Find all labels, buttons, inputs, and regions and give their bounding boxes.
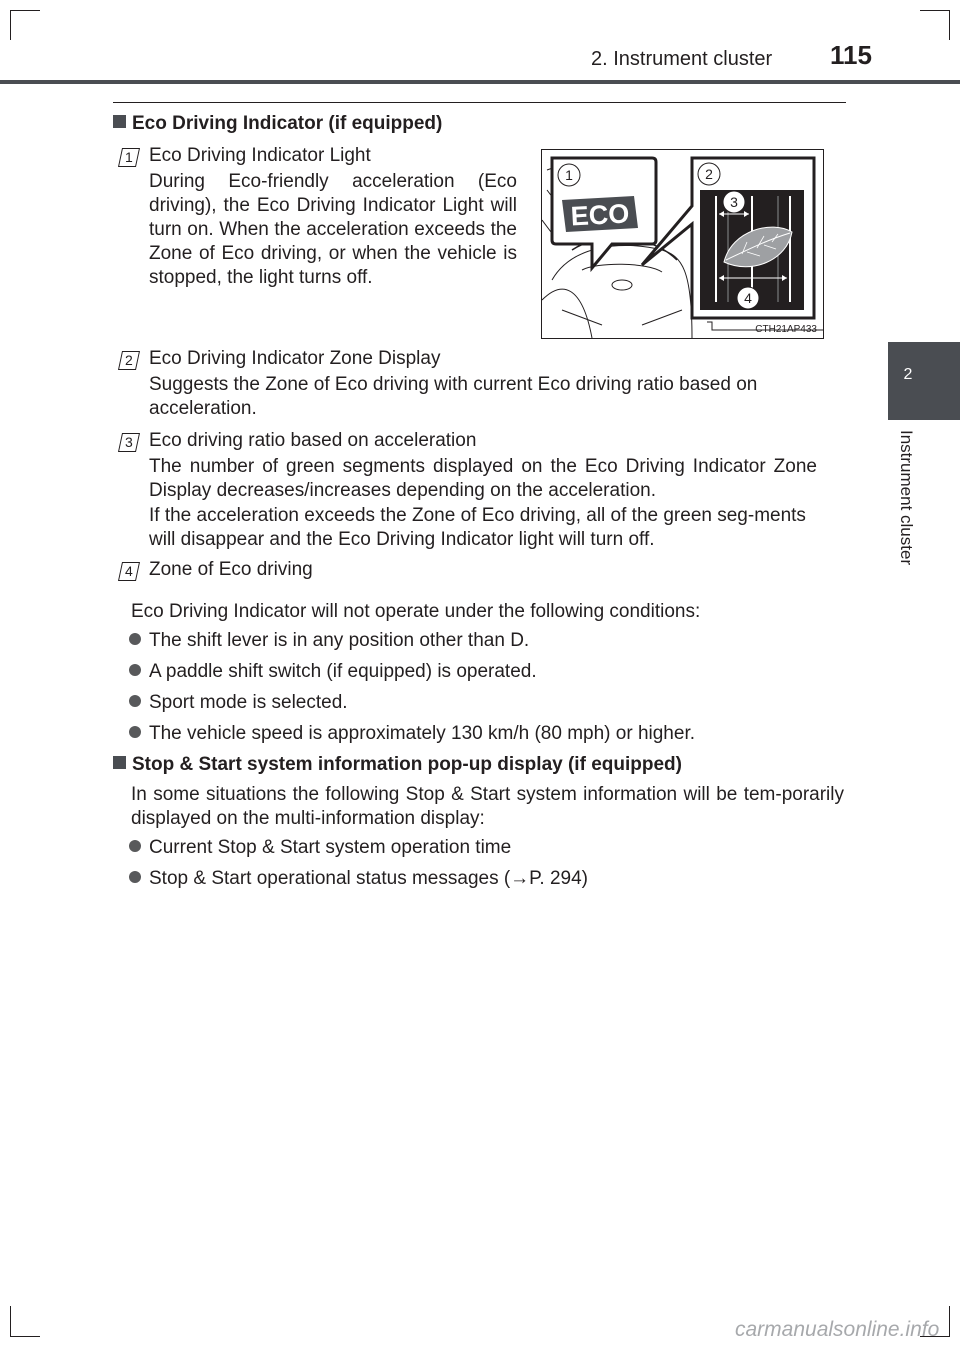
bullet-icon [129, 633, 141, 645]
heading-text: Stop & Start system information pop-up display (if equipped) [132, 754, 682, 775]
eco-label: ECO [570, 198, 631, 232]
stop-start-list-item: Stop & Start operational status messages (→P. 294) [129, 868, 588, 890]
eco-indicator-figure [541, 149, 824, 339]
header-section-title: 2. Instrument cluster [591, 48, 773, 70]
crop-mark [10, 1306, 11, 1336]
heading-square-icon [113, 115, 126, 128]
item-number-badge: 1 [118, 148, 140, 167]
crop-mark [920, 10, 950, 11]
section-heading-eco [113, 113, 442, 135]
bullet-icon [129, 840, 141, 852]
eco-indicator-illustration [542, 150, 823, 338]
figure-code: CTH21AP433 [755, 324, 817, 335]
figure-callout-2: 2 [705, 166, 713, 182]
chapter-tab-title: Instrument cluster [897, 430, 916, 566]
item-title: Eco Driving Indicator Zone Display [149, 348, 441, 369]
item-title: Eco driving ratio based on acceleration [149, 430, 477, 451]
crop-mark [949, 1306, 950, 1336]
section-heading-stop-start [113, 754, 682, 776]
item-number-badge: 4 [118, 562, 140, 581]
crop-mark [949, 10, 950, 40]
chapter-tab-number: 2 [903, 366, 913, 383]
condition-list-item: The vehicle speed is approximately 130 km/h (80 mph) or higher. [129, 723, 695, 745]
item-body: During Eco-friendly acceleration (Eco driving), the Eco Driving Indicator Light will turn on. When the acceleration exceeds the Zone of Eco driving, or when the vehicle is stopped, the light turns off. [149, 171, 517, 288]
item-body: Suggests the Zone of Eco driving with current Eco driving ratio based on acceleration. [149, 374, 758, 419]
item-body: If the acceleration exceeds the Zone of Eco driving, all of the green seg-ments will disappear and the Eco Driving Indicator light will turn off. [149, 505, 806, 550]
item-title: Eco Driving Indicator Light [149, 145, 371, 166]
crop-mark [10, 10, 40, 11]
figure-callout-1: 1 [565, 167, 573, 183]
item-title: Zone of Eco driving [149, 559, 313, 580]
item-number-badge: 3 [118, 433, 140, 452]
bullet-icon [129, 726, 141, 738]
condition-list-item: The shift lever is in any position other than D. [129, 630, 529, 652]
item-number-badge: 2 [118, 351, 140, 370]
stop-start-list-item: Current Stop & Start system operation time [129, 837, 511, 859]
bullet-icon [129, 664, 141, 676]
header-rule [0, 80, 960, 84]
crop-mark [10, 10, 11, 40]
condition-list-item: Sport mode is selected. [129, 692, 348, 714]
heading-text: Eco Driving Indicator (if equipped) [132, 113, 443, 134]
item-body: The number of green segments displayed on the Eco Driving Indicator Zone Display decreases/increases depending on the acceleration. [149, 456, 817, 501]
figure-callout-3: 3 [730, 194, 738, 210]
page-number: 115 [830, 40, 872, 70]
chapter-tab [888, 342, 960, 420]
watermark: carmanualsonline.info [735, 1318, 940, 1341]
bullet-icon [129, 695, 141, 707]
section-rule [113, 102, 846, 103]
heading-square-icon [113, 756, 126, 769]
conditions-intro: Eco Driving Indicator will not operate under the following conditions: [131, 601, 701, 622]
figure-callout-4: 4 [744, 290, 752, 306]
crop-mark [10, 1336, 40, 1337]
bullet-icon [129, 871, 141, 883]
stop-start-intro: In some situations the following Stop & Start system information will be tem-porarily displayed on the multi-information display: [131, 784, 844, 829]
condition-list-item: A paddle shift switch (if equipped) is operated. [129, 661, 537, 683]
